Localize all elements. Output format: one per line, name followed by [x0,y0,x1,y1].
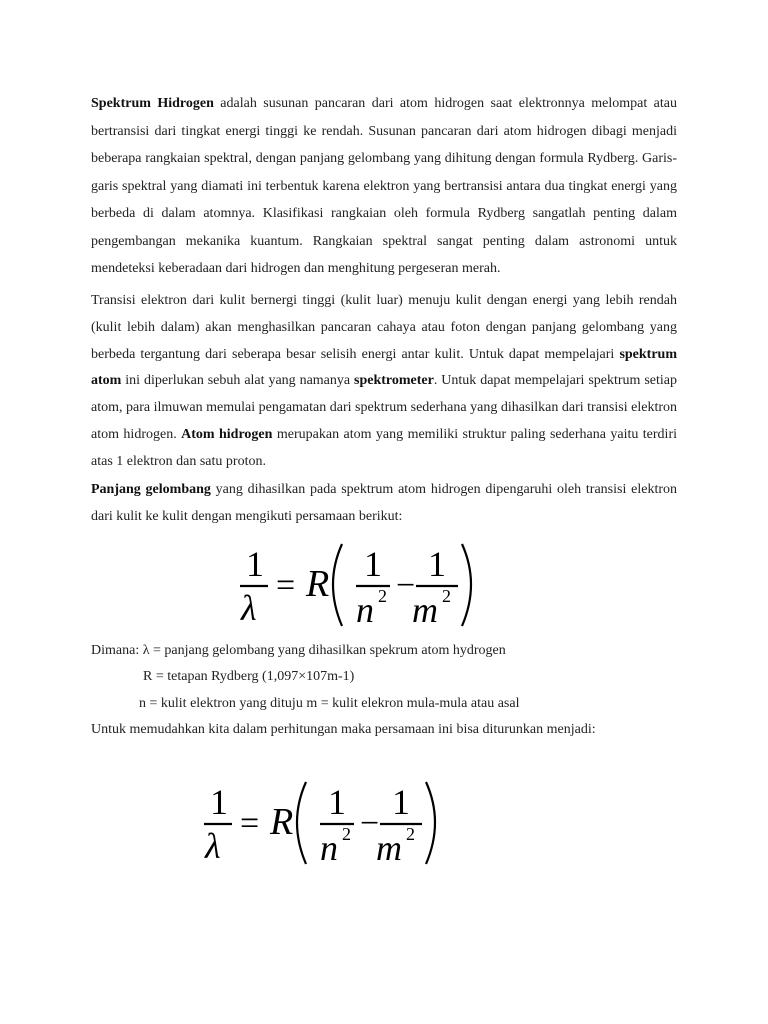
legend-lambda: Dimana: λ = panjang gelombang yang dihasilkan spekrum atom hydrogen [91,643,506,658]
formula1-one-b: 1 [428,544,446,584]
formula1-n: n [356,590,374,630]
formula1-numerator-one: 1 [246,544,264,584]
formula2-equals: = [240,805,260,842]
term-hidrogen: hidrogen [434,96,485,111]
term-formula-rydberg: formula Rydberg [539,151,635,166]
formula1-m: m [412,590,438,630]
formula1-one-a: 1 [364,544,382,584]
formula2-numerator-one: 1 [210,782,228,822]
formula2-one-b: 1 [392,782,410,822]
paragraph-intro: Spektrum Hidrogen adalah susunan pancaran dari atom hidrogen saat elektronnya melompat atau bertransisi dari tingkat energi tinggi ke rendah. Susunan pancaran dari atom hidrogen dibagi menjadi beberapa rangkaian spektral, dengan panjang gelombang yang dihitung dengan formula Rydberg. Garis-garis spektral yang diamati ini terbentuk karena elektron yang bertransisi antara dua tingkat energi yang berbeda di dalam atomnya. Klasifikasi rangkaian oleh formula Rydberg sangatlah penting dalam pengembangan mekanika kuantum. Rangkaian spektral sangat penting dalam astronomi untuk mendeteksi keberadaan dari hidrogen dan menghitung pergeseran merah. [91,96,677,276]
formula1-equals: = [276,567,296,604]
term-panjang-gelombang: Panjang gelombang [91,482,211,497]
formula1-right-paren [462,544,471,626]
formula2-minus: − [360,805,380,842]
formula1-left-paren [333,544,342,626]
term-spektrum-atom: spektrum atom [91,346,677,389]
formula2-one-a: 1 [328,782,346,822]
formula2-m-exp: 2 [406,824,415,844]
formula1-minus: − [396,567,416,604]
formula2-m: m [376,828,402,868]
formula1-n-exp: 2 [378,586,387,606]
term-mekanika-kuantum: mekanika kuantum [185,233,300,249]
term-pergeseran-merah: pergeseran merah [398,261,497,276]
paragraph-transisi: Transisi elektron dari kulit bernergi tinggi (kulit luar) menuju kulit dengan energi yang lebih rendah (kulit lebih dalam) akan menghasilkan pancaran cahaya atau foton dengan panjang gelombang yang berbeda tergantung dari seberapa besar selisih energi antar kulit. Untuk dapat mempelajari spektrum atom ini diperlukan sebuh alat yang namanya spektrometer. Untuk dapat mempelajari spektrum setiap atom, para ilmuwan memulai pengamatan dari spektrum sederhana yang dihasilkan dari transisi elektron atom hidrogen. Atom hidrogen merupakan atom yang memiliki struktur paling sederhana yaitu terdiri atas 1 elektron dan satu proton. [91,293,678,469]
formula2-right-paren [426,782,435,864]
formula1-lambda: λ [241,588,257,628]
rydberg-formula-2 [196,774,446,870]
derivation-intro: Untuk memudahkan kita dalam perhitungan maka persamaan ini bisa diturunkan menjadi: [91,722,596,737]
formula2-R: R [270,801,294,843]
formula2-lambda: λ [205,826,221,866]
formula1-m-exp: 2 [442,586,451,606]
term-atom-hidrogen: Atom hidrogen [181,426,273,442]
legend-n-m: n = kulit elektron yang dituju m = kulit elekron mula-mula atau asal [139,696,520,711]
term-spektrum-hidrogen: Spektrum Hidrogen [91,96,214,111]
term-spektrometer: spektrometer [354,373,434,389]
formula2-n: n [320,828,338,868]
paragraph-panjang-gelombang: Panjang gelombang yang dihasilkan pada spektrum atom hidrogen dipengaruhi oleh transisi elektron dari kulit ke kulit dengan mengikuti persamaan berikut: [91,482,677,524]
formula1-R: R [306,563,330,605]
formula2-left-paren [297,782,306,864]
legend-R: R = tetapan Rydberg (1,097×107m-1) [143,669,355,684]
rydberg-formula-1 [232,536,482,632]
formula2-n-exp: 2 [342,824,351,844]
